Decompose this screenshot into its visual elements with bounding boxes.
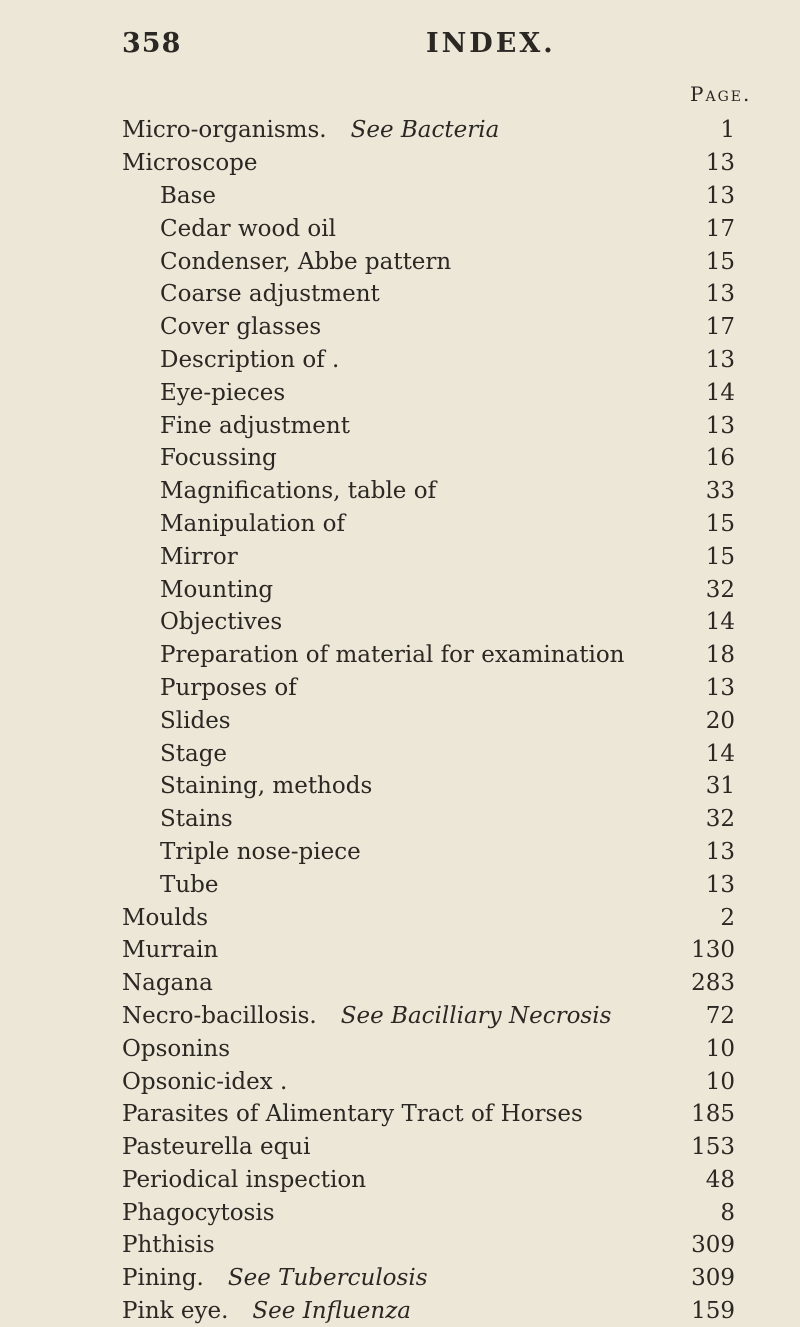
entry-page-number: 153 [691,1134,735,1161]
see-reference: See Influenza [252,1298,412,1325]
entry-page-number: 309 [691,1265,735,1292]
index-entry [0,344,800,377]
index-entry [0,672,800,705]
index-entry [0,508,800,541]
entry-label [160,183,216,209]
entry-page-number: 13 [705,346,735,373]
entry-text: Magnifications, table of [160,478,437,505]
index-entry [0,770,800,803]
entry-label [122,150,258,176]
entry-page-number: 13 [705,182,735,209]
index-entry [0,114,800,147]
entry-page-number: 14 [705,379,735,406]
index-entry [0,639,800,672]
entry-text: Opsonins [122,1035,231,1062]
entry-label [160,314,321,340]
entry-text: Cedar wood oil [160,215,336,242]
entry-page-number: 10 [705,1068,735,1095]
index-entry [0,1164,800,1197]
index-entry [0,1196,800,1229]
index-entry [0,704,800,737]
entry-label [122,1167,366,1193]
index-entry [0,836,800,869]
index-entry [0,868,800,901]
entry-label [122,1232,215,1258]
index-entry [0,901,800,934]
entry-page-number: 13 [705,674,735,701]
see-reference: See Bacteria [350,117,500,144]
entry-page-number: 18 [705,642,735,669]
entry-page-number: 14 [705,740,735,767]
entry-page-number: 13 [705,871,735,898]
entry-text: Phagocytosis [122,1199,275,1226]
entry-text: Triple nose-piece [160,838,361,865]
entry-label [122,1003,611,1029]
entry-text: Base [160,182,217,209]
entry-text: Murrain [122,937,219,964]
index-entry [0,573,800,606]
entry-label [160,511,345,537]
entry-text: Microscope [122,150,258,177]
entry-label [160,839,361,865]
index-entry [0,1098,800,1131]
entry-text: Purposes of [160,674,297,701]
index-entry [0,311,800,344]
entry-label [122,1298,411,1324]
entry-page-number: 33 [705,478,735,505]
entry-label [122,1134,310,1160]
see-reference: See Bacilliary Necrosis [340,1002,612,1029]
index-entry [0,606,800,639]
index-entry [0,1065,800,1098]
entry-text: Periodical inspection [122,1166,367,1193]
entry-label [160,380,285,406]
entry-page-number: 15 [705,510,735,537]
entry-page-number: 48 [705,1166,735,1193]
see-reference: See Tuberculosis [227,1265,428,1292]
entry-page-number: 283 [691,970,735,997]
index-entry [0,1229,800,1262]
index-entry [0,376,800,409]
entry-text: Preparation of material for examination [160,642,625,669]
entry-text: Objectives [160,609,283,636]
index-entry [0,934,800,967]
index-entry [0,1295,800,1327]
index-entry [0,147,800,180]
entry-label [160,413,350,439]
index-entry [0,442,800,475]
entry-page-number: 1 [720,117,735,144]
entry-page-number: 13 [705,838,735,865]
entry-text: Pining. [122,1265,204,1292]
entry-text: Parasites of Alimentary Tract of Horses [122,1101,583,1128]
entry-page-number: 32 [705,576,735,603]
index-entry [0,475,800,508]
index-entry [0,1000,800,1033]
entry-page-number: 13 [705,150,735,177]
entry-text: Description of . [160,346,340,373]
entry-label [160,872,219,898]
index-entry [0,278,800,311]
index-entry [0,737,800,770]
entry-text: Pink eye. [122,1298,229,1325]
entry-text: Phthisis [122,1232,215,1259]
index-entry [0,967,800,1000]
entry-page-number: 185 [691,1101,735,1128]
page-header [0,28,800,62]
entry-label [160,806,233,832]
index-entry [0,803,800,836]
page-number: 358 [122,28,182,59]
entry-page-number: 16 [705,445,735,472]
entry-page-number: 15 [705,248,735,275]
entry-page-number: 8 [720,1199,735,1226]
index-entry [0,409,800,442]
entry-text: Cover glasses [160,314,322,341]
entry-label [160,216,336,242]
entry-page-number: 14 [705,609,735,636]
index-entry [0,180,800,213]
entry-page-number: 31 [705,773,735,800]
entry-text: Opsonic-idex . [122,1068,288,1095]
entry-page-number: 309 [691,1232,735,1259]
entry-text: Slides [160,707,231,734]
entry-page-number: 20 [705,707,735,734]
entry-page-number: 130 [691,937,735,964]
entry-label [122,905,208,931]
index-entry [0,540,800,573]
index-entries [0,114,800,1327]
entry-label [160,773,372,799]
entry-page-number: 17 [705,314,735,341]
entry-label [160,642,624,668]
page-title: INDEX. [426,28,556,59]
entry-text: Pasteurella equi [122,1134,311,1161]
entry-label [122,970,213,996]
entry-text: Necro-bacillosis. [122,1002,317,1029]
entry-label [160,478,436,504]
entry-text: Condenser, Abbe pattern [160,248,452,275]
entry-label [160,445,277,471]
entry-label [122,117,499,143]
entry-text: Micro-organisms. [122,117,327,144]
entry-page-number: 10 [705,1035,735,1062]
entry-label [160,544,238,570]
page-column-label: Page. [690,82,752,106]
entry-page-number: 159 [691,1298,735,1325]
entry-page-number: 13 [705,281,735,308]
entry-text: Manipulation of [160,510,345,537]
index-entry [0,1032,800,1065]
entry-text: Tube [160,871,219,898]
entry-label [122,937,218,963]
entry-text: Mounting [160,576,274,603]
entry-label [122,1036,230,1062]
entry-page-number: 32 [705,806,735,833]
entry-page-number: 72 [705,1002,735,1029]
entry-text: Moulds [122,904,209,931]
entry-label [122,1069,287,1095]
entry-text: Staining, methods [160,773,373,800]
index-entry [0,1131,800,1164]
entry-text: Nagana [122,970,213,997]
entry-label [160,675,297,701]
entry-page-number: 15 [705,543,735,570]
entry-label [122,1200,275,1226]
entry-text: Stage [160,740,228,767]
index-entry [0,1262,800,1295]
entry-text: Eye-pieces [160,379,286,406]
entry-label [160,741,227,767]
entry-page-number: 13 [705,412,735,439]
entry-label [160,708,231,734]
entry-label [122,1265,428,1291]
entry-label [160,249,451,275]
index-entry [0,212,800,245]
entry-text: Focussing [160,445,277,472]
entry-label [160,609,282,635]
entry-text: Mirror [160,543,238,570]
entry-label [160,347,339,373]
entry-text: Stains [160,806,233,833]
entry-text: Coarse adjustment [160,281,380,308]
entry-label [160,281,380,307]
entry-page-number: 17 [705,215,735,242]
entry-label [160,577,273,603]
entry-page-number: 2 [720,904,735,931]
entry-text: Fine adjustment [160,412,350,439]
index-entry [0,245,800,278]
entry-label [122,1101,583,1127]
